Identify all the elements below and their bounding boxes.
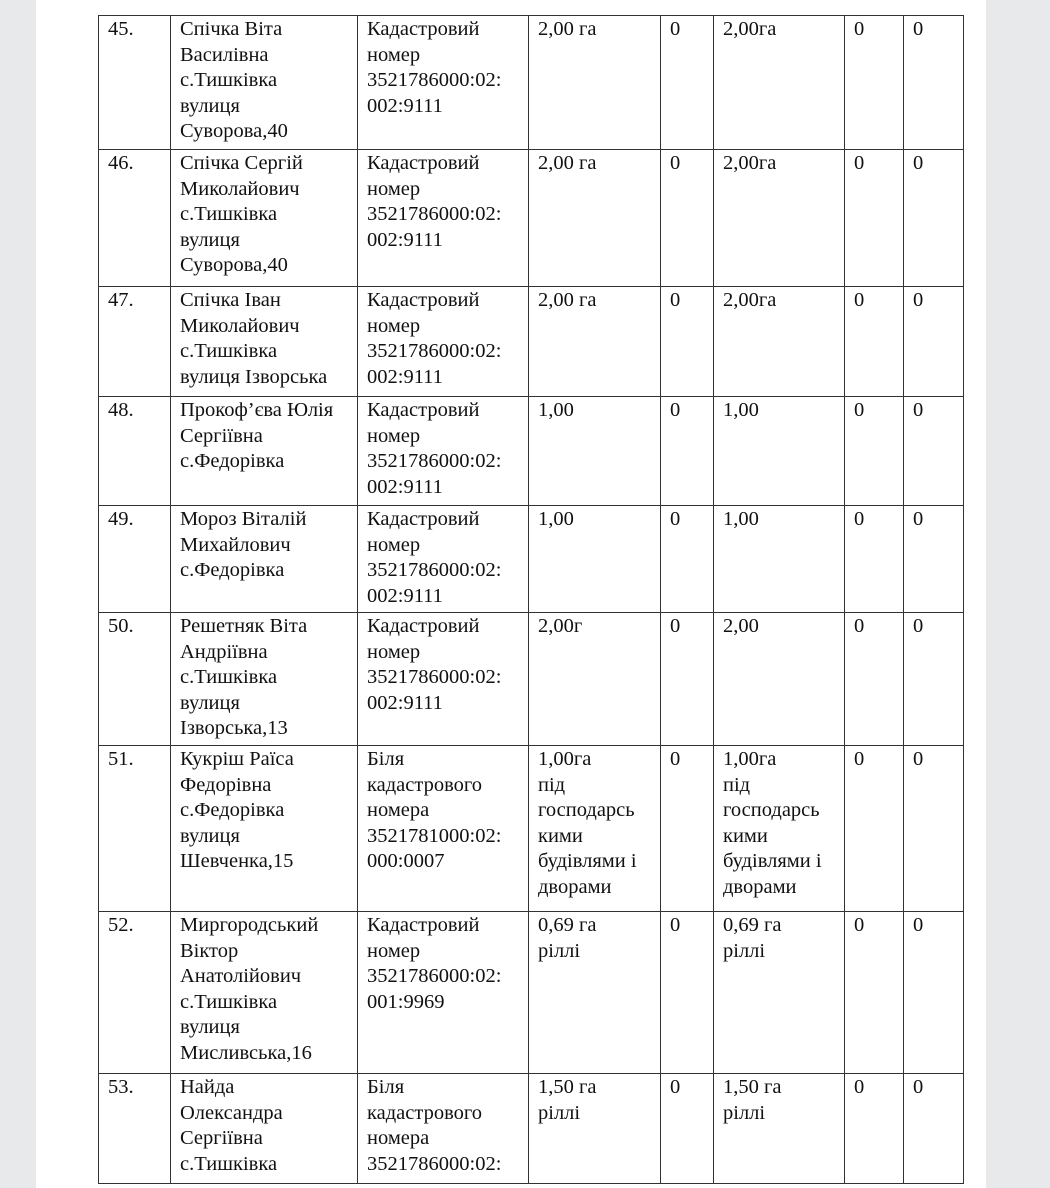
owner-cell-text: Кукріш Раїса Федорівна с.Федорівка вулиця Шевченка,15 [180, 748, 294, 872]
area-total-cell-text: 1,00га під господарсь кими будівлями і дворами [723, 748, 822, 898]
value-cell-text: 0 [854, 615, 865, 637]
value-cell [845, 506, 904, 613]
row-number-text: 45. [108, 18, 134, 40]
value-cell [661, 16, 714, 150]
value-cell-text: 0 [854, 914, 865, 936]
owner-cell-text: Миргородський Віктор Анатолійович с.Тишківка вулиця Мисливська,16 [180, 914, 319, 1064]
value-cell-text: 0 [913, 399, 924, 421]
value-cell-text: 0 [913, 508, 924, 530]
table-row [99, 912, 964, 1074]
owner-cell [171, 16, 358, 150]
owner-cell-text: Прокоф’єва Юлія Сергіївна с.Федорівка [180, 399, 334, 472]
row-number-text: 50. [108, 615, 134, 637]
value-cell-text: 0 [854, 508, 865, 530]
value-cell-text: 0 [670, 399, 681, 421]
value-cell-text: 0 [670, 508, 681, 530]
value-cell-text: 0 [913, 289, 924, 311]
value-cell-text: 0 [854, 18, 865, 40]
area-cell [529, 287, 661, 397]
table-row [99, 150, 964, 287]
cadastral-cell [358, 16, 529, 150]
area-total-cell [714, 506, 845, 613]
cadastral-cell-text: Біля кадастрового номера 3521786000:02: [367, 1076, 502, 1175]
table-row [99, 613, 964, 746]
row-number-text: 49. [108, 508, 134, 530]
cadastral-cell [358, 746, 529, 912]
table-row [99, 746, 964, 912]
value-cell [845, 912, 904, 1074]
value-cell [904, 613, 964, 746]
cadastral-cell-text: Кадастровий номер 3521786000:02: 002:9111 [367, 399, 502, 498]
cadastral-cell [358, 912, 529, 1074]
value-cell [661, 746, 714, 912]
area-cell [529, 746, 661, 912]
land-registry-table [98, 15, 964, 1184]
cadastral-cell [358, 397, 529, 506]
cadastral-cell [358, 150, 529, 287]
owner-cell [171, 1074, 358, 1184]
value-cell [904, 746, 964, 912]
cadastral-cell-text: Кадастровий номер 3521786000:02: 002:9111 [367, 152, 502, 251]
cadastral-cell-text: Кадастровий номер 3521786000:02: 002:9111 [367, 508, 502, 607]
area-total-cell [714, 912, 845, 1074]
value-cell-text: 0 [854, 399, 865, 421]
area-cell-text: 2,00 га [538, 152, 597, 174]
row-number [99, 613, 171, 746]
area-total-cell [714, 1074, 845, 1184]
row-number [99, 746, 171, 912]
value-cell [661, 1074, 714, 1184]
row-number [99, 287, 171, 397]
row-number-text: 53. [108, 1076, 134, 1098]
area-cell [529, 613, 661, 746]
value-cell [845, 1074, 904, 1184]
area-total-cell [714, 150, 845, 287]
cadastral-cell [358, 287, 529, 397]
owner-cell [171, 287, 358, 397]
row-number-text: 48. [108, 399, 134, 421]
owner-cell [171, 150, 358, 287]
owner-cell-text: Спічка Сергій Миколайович с.Тишківка вулиця Суворова,40 [180, 152, 303, 276]
value-cell [845, 150, 904, 287]
value-cell [845, 613, 904, 746]
owner-cell-text: Мороз Віталій Михайлович с.Федорівка [180, 508, 307, 581]
value-cell [661, 397, 714, 506]
value-cell [904, 912, 964, 1074]
area-total-cell [714, 613, 845, 746]
cadastral-cell-text: Кадастровий номер 3521786000:02: 002:9111 [367, 18, 502, 117]
area-cell-text: 1,00 [538, 399, 574, 421]
owner-cell [171, 912, 358, 1074]
owner-cell [171, 613, 358, 746]
value-cell [845, 397, 904, 506]
value-cell-text: 0 [670, 152, 681, 174]
table-row [99, 287, 964, 397]
value-cell-text: 0 [913, 914, 924, 936]
value-cell [661, 613, 714, 746]
table-row [99, 506, 964, 613]
value-cell-text: 0 [670, 748, 681, 770]
value-cell [661, 506, 714, 613]
value-cell-text: 0 [670, 914, 681, 936]
area-total-cell [714, 746, 845, 912]
value-cell [845, 746, 904, 912]
value-cell-text: 0 [913, 748, 924, 770]
row-number [99, 150, 171, 287]
area-cell [529, 912, 661, 1074]
value-cell [904, 150, 964, 287]
value-cell [904, 16, 964, 150]
value-cell [904, 506, 964, 613]
value-cell-text: 0 [854, 1076, 865, 1098]
row-number [99, 16, 171, 150]
value-cell [845, 287, 904, 397]
value-cell-text: 0 [913, 615, 924, 637]
area-total-cell-text: 2,00га [723, 18, 777, 40]
area-cell [529, 150, 661, 287]
area-total-cell-text: 2,00га [723, 289, 777, 311]
owner-cell-text: Найда Олександра Сергіївна с.Тишківка [180, 1076, 283, 1175]
table-row [99, 1074, 964, 1184]
area-total-cell-text: 2,00 [723, 615, 759, 637]
area-cell [529, 506, 661, 613]
row-number-text: 51. [108, 748, 134, 770]
value-cell [904, 397, 964, 506]
area-cell-text: 2,00 га [538, 289, 597, 311]
area-total-cell-text: 1,00 [723, 399, 759, 421]
cadastral-cell [358, 1074, 529, 1184]
cadastral-cell-text: Кадастровий номер 3521786000:02: 002:9111 [367, 615, 502, 714]
value-cell-text: 0 [854, 152, 865, 174]
row-number-text: 47. [108, 289, 134, 311]
area-cell [529, 1074, 661, 1184]
area-cell [529, 16, 661, 150]
value-cell-text: 0 [854, 748, 865, 770]
value-cell [661, 150, 714, 287]
row-number [99, 1074, 171, 1184]
cadastral-cell [358, 613, 529, 746]
value-cell-text: 0 [670, 289, 681, 311]
value-cell-text: 0 [854, 289, 865, 311]
area-total-cell-text: 1,00 [723, 508, 759, 530]
area-total-cell [714, 16, 845, 150]
area-cell-text: 1,00га під господарсь кими будівлями і дворами [538, 748, 637, 898]
row-number [99, 506, 171, 613]
value-cell-text: 0 [913, 152, 924, 174]
row-number [99, 397, 171, 506]
cadastral-cell-text: Кадастровий номер 3521786000:02: 002:9111 [367, 289, 502, 388]
area-cell-text: 1,50 га ріллі [538, 1076, 597, 1124]
area-cell [529, 397, 661, 506]
area-cell-text: 2,00 га [538, 18, 597, 40]
area-cell-text: 2,00г [538, 615, 583, 637]
area-total-cell [714, 397, 845, 506]
area-cell-text: 1,00 [538, 508, 574, 530]
owner-cell-text: Спічка Іван Миколайович с.Тишківка вулиця Ізворська [180, 289, 328, 388]
value-cell-text: 0 [670, 1076, 681, 1098]
cadastral-cell-text: Кадастровий номер 3521786000:02: 001:9969 [367, 914, 502, 1013]
area-total-cell-text: 1,50 га ріллі [723, 1076, 782, 1124]
owner-cell-text: Решетняк Віта Андріївна с.Тишківка вулиця Ізворська,13 [180, 615, 308, 739]
value-cell [904, 287, 964, 397]
owner-cell [171, 397, 358, 506]
area-total-cell-text: 2,00га [723, 152, 777, 174]
value-cell [904, 1074, 964, 1184]
value-cell [661, 912, 714, 1074]
table-row [99, 397, 964, 506]
area-total-cell [714, 287, 845, 397]
area-total-cell-text: 0,69 га ріллі [723, 914, 782, 962]
row-number [99, 912, 171, 1074]
value-cell-text: 0 [913, 1076, 924, 1098]
value-cell-text: 0 [670, 615, 681, 637]
value-cell-text: 0 [913, 18, 924, 40]
owner-cell [171, 506, 358, 613]
cadastral-cell-text: Біля кадастрового номера 3521781000:02: 000:0007 [367, 748, 502, 872]
owner-cell [171, 746, 358, 912]
area-cell-text: 0,69 га ріллі [538, 914, 597, 962]
value-cell-text: 0 [670, 18, 681, 40]
row-number-text: 46. [108, 152, 134, 174]
table-row [99, 16, 964, 150]
value-cell [661, 287, 714, 397]
row-number-text: 52. [108, 914, 134, 936]
cadastral-cell [358, 506, 529, 613]
value-cell [845, 16, 904, 150]
owner-cell-text: Спічка Віта Василівна с.Тишківка вулиця Суворова,40 [180, 18, 288, 142]
